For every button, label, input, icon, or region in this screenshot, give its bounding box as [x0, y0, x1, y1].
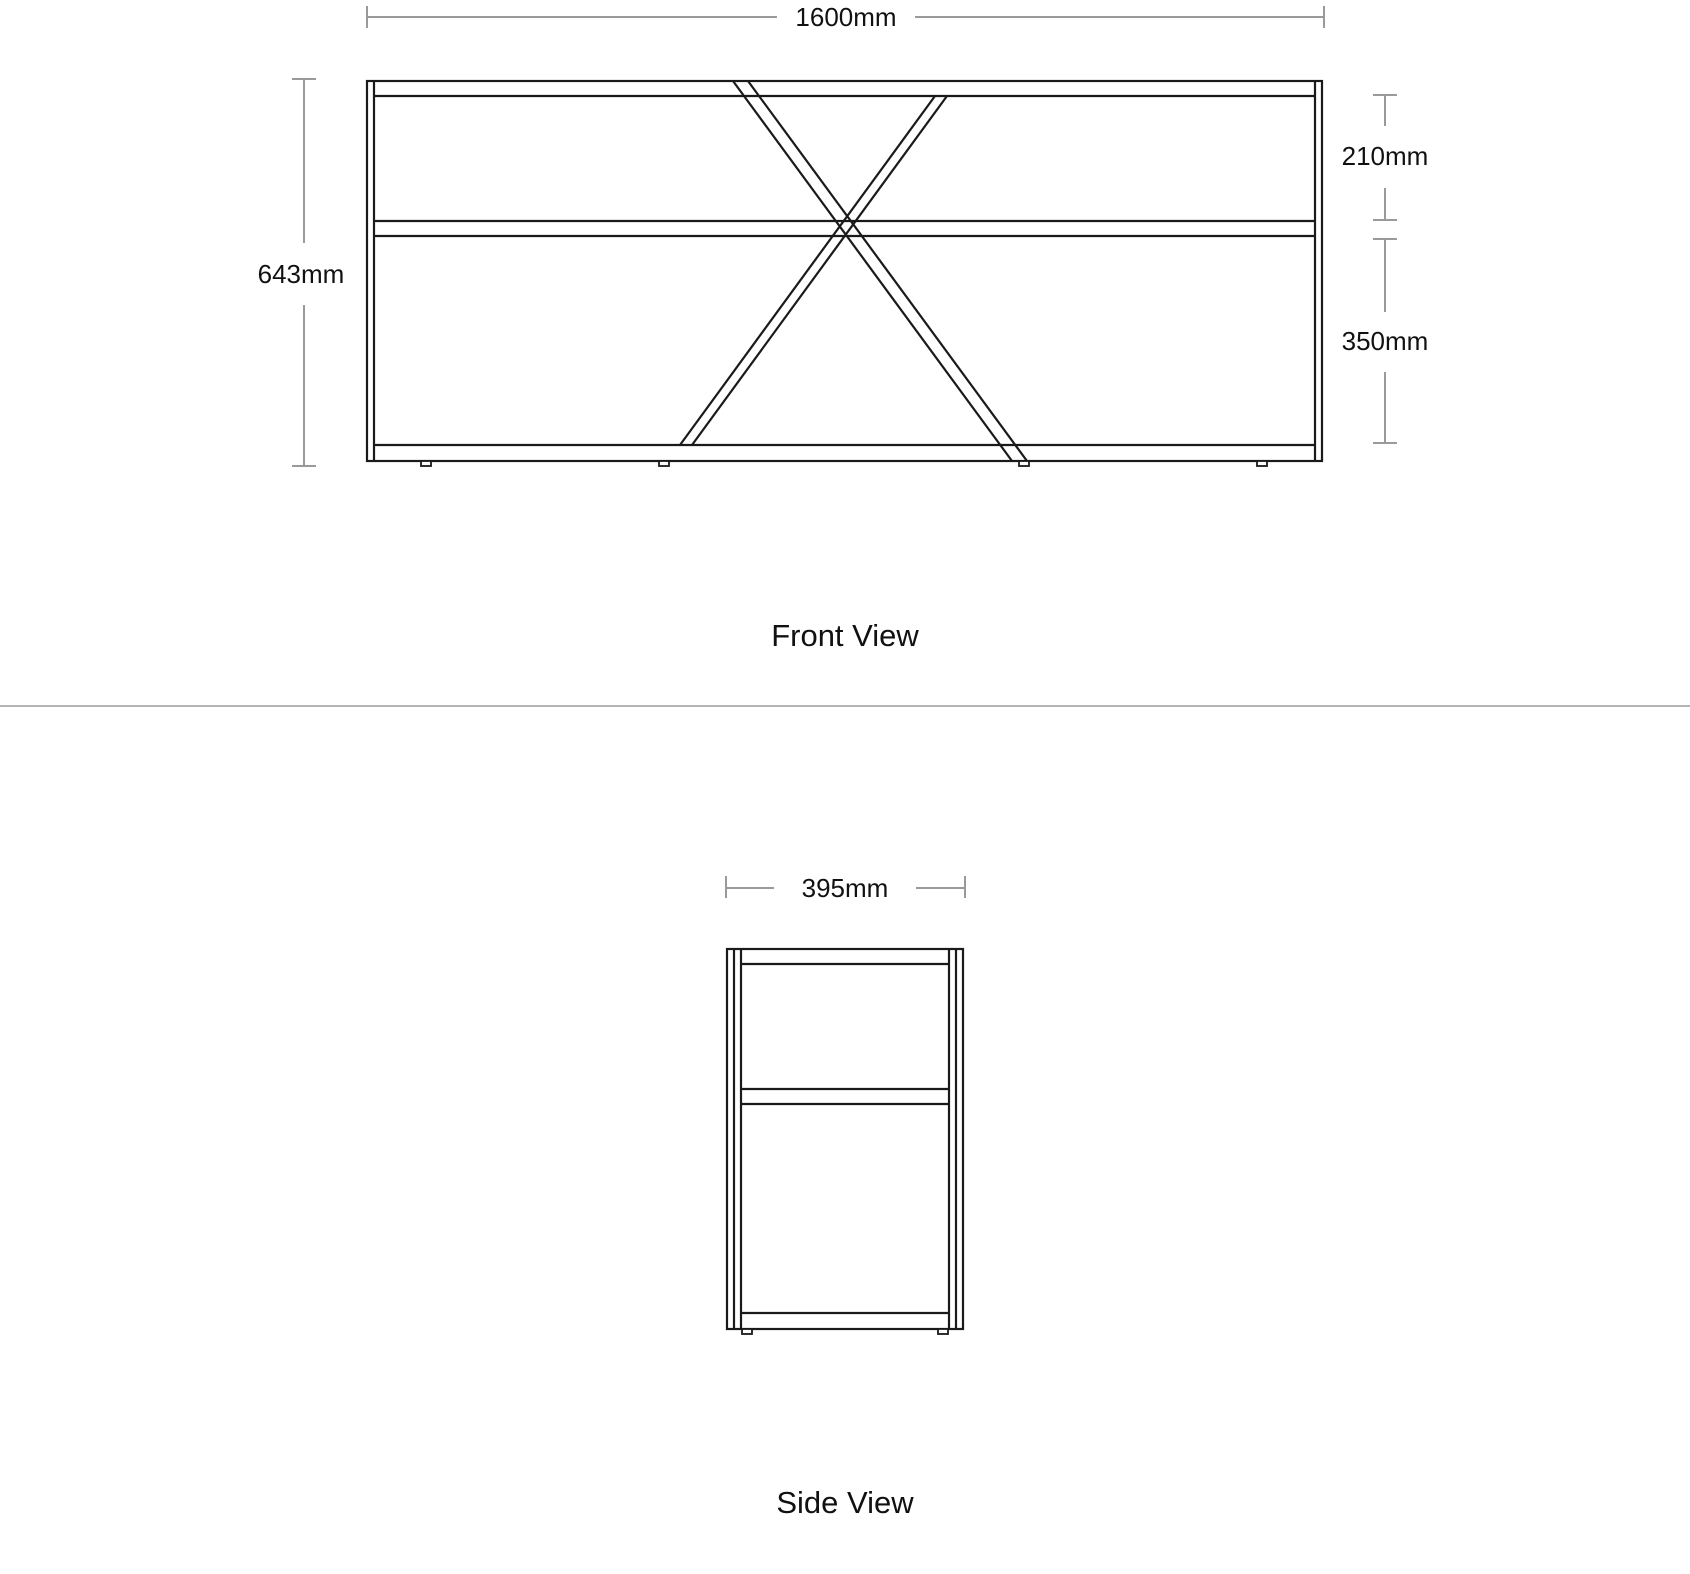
- long-diagonal-brace: [733, 81, 1027, 461]
- upper-compartment-label: 210mm: [1341, 141, 1429, 171]
- side-cabinet: [727, 949, 963, 1329]
- side-view: [726, 873, 965, 1520]
- side-depth-label: 395mm: [801, 873, 889, 903]
- lower-compartment-dimension: [1342, 239, 1429, 443]
- front-width-label: 1600mm: [795, 2, 897, 32]
- front-height-label: 643mm: [257, 259, 345, 289]
- front-view: [258, 2, 1429, 653]
- side-view-caption: Side View: [776, 1485, 914, 1520]
- side-depth-dimension: [726, 873, 965, 903]
- lower-compartment-label: 350mm: [1341, 326, 1429, 356]
- front-cabinet: [367, 81, 1322, 461]
- front-height-dimension: [258, 79, 345, 466]
- front-view-caption: Front View: [771, 618, 919, 653]
- upper-compartment-dimension: [1342, 95, 1429, 220]
- short-diagonal-brace: [680, 96, 947, 445]
- front-width-dimension: [367, 2, 1324, 32]
